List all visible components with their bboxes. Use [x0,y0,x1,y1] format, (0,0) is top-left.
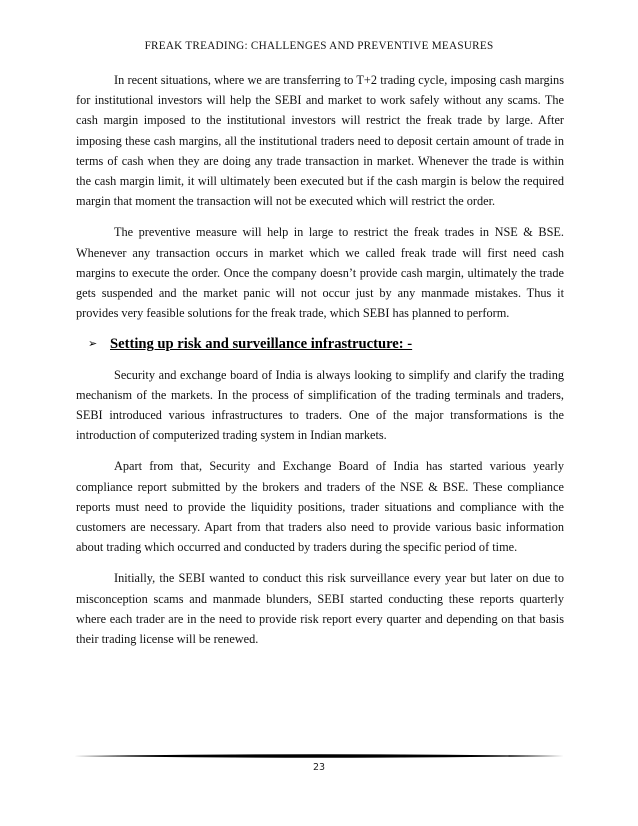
paragraph: Security and exchange board of India is always looking to simplify and clarify the trading mechanism of the markets. In the process of simplification of the trading terminals and traders, SEBI introduced various infrastructures to traders. One of the major transformations is the introduction of computerized trading system in Indian markets. [76,367,564,443]
running-header: FREAK TREADING: CHALLENGES AND PREVENTIVE MEASURES [144,40,494,52]
body-text [76,70,564,660]
paragraph: In recent situations, where we are transferring to T+2 trading cycle, imposing cash margins for institutional investors will help the SEBI and market to work safely without any scams. The cash margin imposed to the institutional investors will restrict the freak trade by large. After imposing these cash margins, all the institutional traders need to deposit certain amount of trade in terms of cash when they are doing any trade transaction in market. Whenever the trade is within the cash margin limit, it will ultimately been executed but if the cash margin is below the required margin that moment the transaction will not be executed which will restrict the order. [76,73,564,209]
paragraph: The preventive measure will help in large to restrict the freak trades in NSE & BSE. Whenever any transaction occurs in market which we called freak trade will first need cash margins to execute the order. Once the company doesn’t provide cash margin, ultimately the trade gets suspended and the market panic will not occur just by any manmade mistakes. Thus it provides very feasible solutions for the freak trade, which SEBI has planned to perform. [76,225,564,321]
section-heading-text: Setting up risk and surveillance infrastructure: - [110,336,413,353]
page-number: 23 [312,762,326,773]
arrow-bullet-icon: ➢ [88,338,98,351]
section-heading [76,334,564,354]
paragraph: Apart from that, Security and Exchange Board of India has started various yearly compliance report submitted by the brokers and traders of the NSE & BSE. These compliance reports must need to provide the liquidity positions, trader situations and compliance with the customers are necessary. Apart from that traders also need to provide various basic information about trading which occurred and conducted by traders during the specific period of time. [76,459,564,555]
paragraph: Initially, the SEBI wanted to conduct this risk surveillance every year but later on due to misconception scams and manmade blunders, SEBI started conducting these reports quarterly where each trader are in the need to provide risk report every quarter and depending on that basis their trading license will be renewed. [76,571,564,647]
footer-rule [74,752,564,760]
